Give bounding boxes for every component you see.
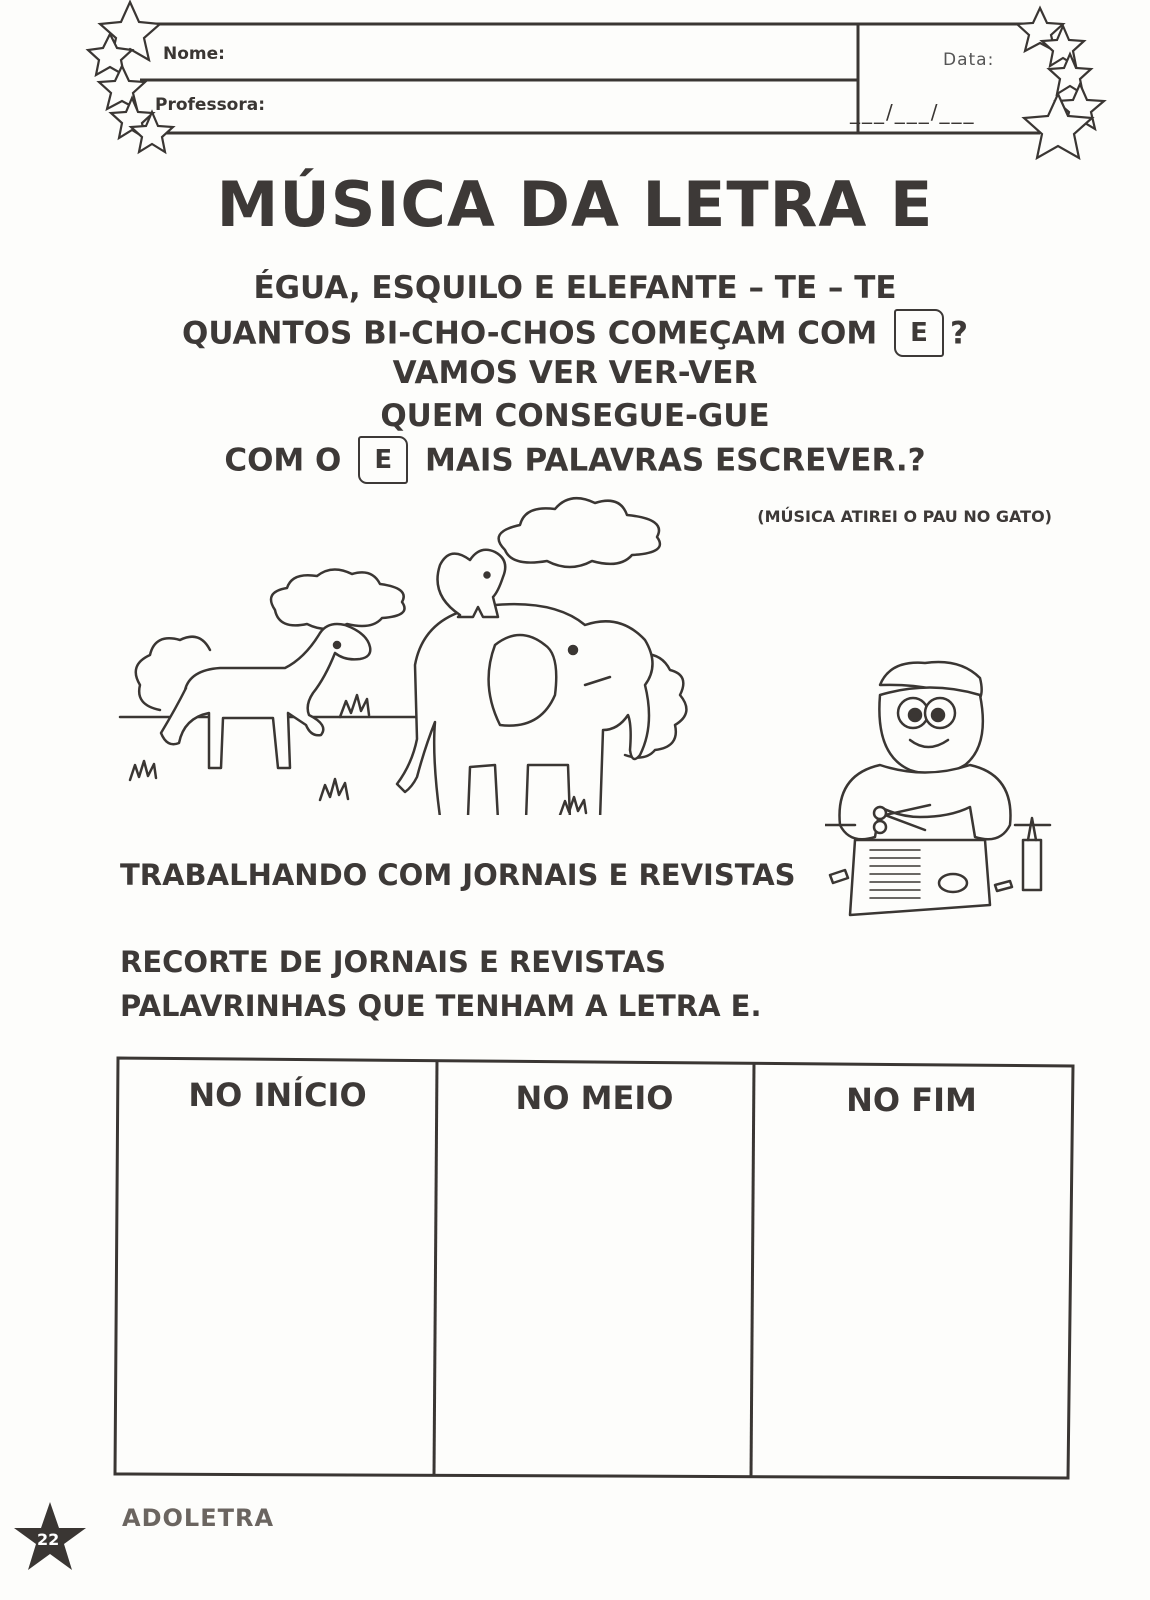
song-line-1: ÉGUA, ESQUILO E ELEFANTE – TE – TE [253,270,897,306]
column-cell-end[interactable] [759,1130,1064,1470]
instruction-line-1: RECORTE DE JORNAIS E REVISTAS [120,945,667,979]
column-header-end: NO FIM [846,1081,977,1119]
name-label: Nome: [163,44,225,64]
column-header-middle: NO MEIO [515,1079,674,1117]
instruction-line-2: PALAVRINHAS QUE TENHAM A LETRA E. [120,989,762,1023]
brand-logo: ADOLETRA [122,1504,275,1532]
page-title: MÚSICA DA LETRA E [216,168,934,241]
date-label: Data: [943,50,995,70]
letter-e-badge: E [894,309,944,357]
song-line-2-text: QUANTOS BI-CHO-CHOS COMEÇAM COM [181,315,878,352]
song-line-5-text: COM O [224,442,342,479]
page-number: 22 [37,1530,60,1549]
letter-e-badge: E [358,436,408,484]
teacher-label: Professora: [155,95,266,115]
song-line-3: VAMOS VER VER-VER [392,355,758,391]
song-line-5-end: MAIS PALAVRAS ESCREVER.? [425,442,926,479]
song-line-4: QUEM CONSEGUE-GUE [380,398,770,434]
column-cell-middle[interactable] [442,1130,747,1470]
song-credit: (MÚSICA ATIREI O PAU NO GATO) [757,507,1052,526]
column-cell-start[interactable] [125,1130,430,1470]
date-field[interactable]: ___/___/___ [850,100,976,124]
column-header-start: NO INÍCIO [188,1076,367,1114]
section-title: TRABALHANDO COM JORNAIS E REVISTAS [120,858,796,892]
song-line-2-end: ? [950,315,969,352]
